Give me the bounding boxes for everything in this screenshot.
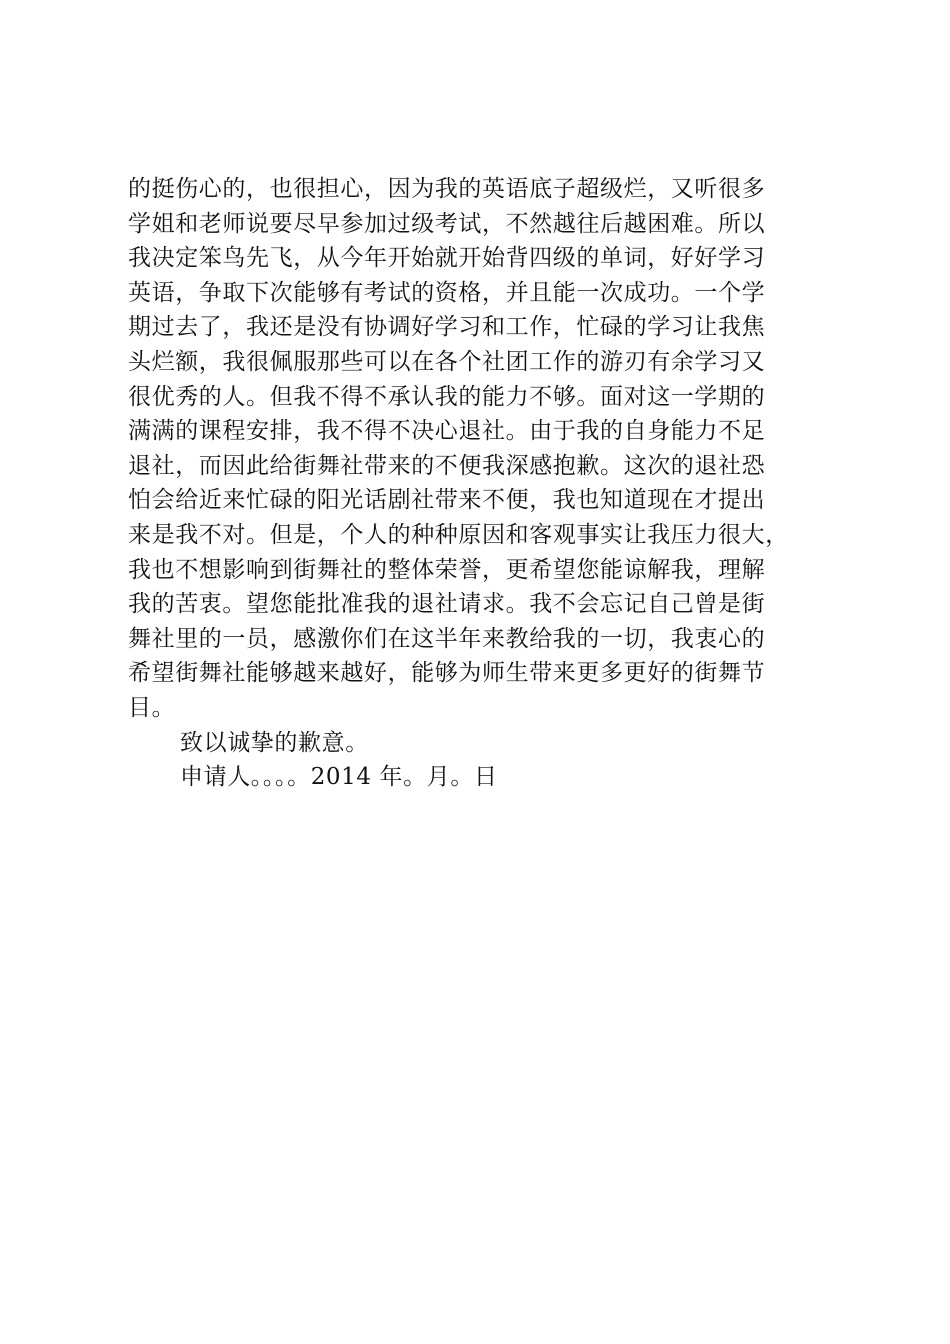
body-line: 怕会给近来忙碌的阳光话剧社带来不便，我也知道现在才提出 xyxy=(128,487,766,514)
signature-line: 申请人。。。。2014 年。月。日 xyxy=(180,764,498,791)
body-line: 我也不想影响到街舞社的整体荣誉，更希望您能谅解我，理解 xyxy=(128,556,766,583)
body-line: 我决定笨鸟先飞，从今年开始就开始背四级的单词，好好学习 xyxy=(128,245,766,272)
body-line: 英语，争取下次能够有考试的资格，并且能一次成功。一个学 xyxy=(128,279,766,306)
body-line: 的挺伤心的，也很担心，因为我的英语底子超级烂，又听很多 xyxy=(128,176,766,202)
body-line: 头烂额，我很佩服那些可以在各个社团工作的游刃有余学习又 xyxy=(128,348,766,375)
closing-line: 致以诚挚的歉意。 xyxy=(180,729,369,756)
body-line: 退社，而因此给街舞社带来的不便我深感抱歉。这次的退社恐 xyxy=(128,452,766,479)
body-line: 舞社里的一员，感激你们在这半年来教给我的一切，我衷心的 xyxy=(128,625,766,652)
body-line: 希望街舞社能够越来越好，能够为师生带来更多更好的街舞节 xyxy=(128,660,766,687)
body-line: 满满的课程安排，我不得不决心退社。由于我的自身能力不足 xyxy=(128,418,766,445)
body-line: 期过去了，我还是没有协调好学习和工作，忙碌的学习让我焦 xyxy=(128,314,766,341)
body-line: 目。 xyxy=(128,694,176,721)
body-line: 很优秀的人。但我不得不承认我的能力不够。面对这一学期的 xyxy=(128,383,766,410)
letter-body xyxy=(128,172,848,795)
body-line: 学姐和老师说要尽早参加过级考试，不然越往后越困难。所以 xyxy=(128,210,766,237)
body-line: 我的苦衷。望您能批准我的退社请求。我不会忘记自己曾是街 xyxy=(128,591,766,618)
body-line: 来是我不对。但是，个人的种种原因和客观事实让我压力很大， xyxy=(128,521,789,548)
